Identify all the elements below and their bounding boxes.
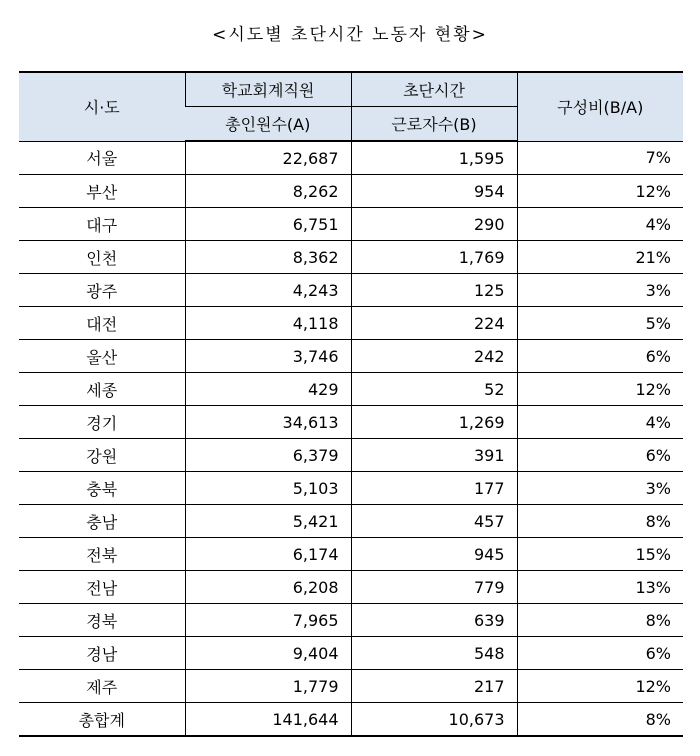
cell-ratio: 3% [517, 274, 683, 307]
cell-region: 강원 [19, 439, 185, 472]
cell-ratio: 8% [517, 703, 683, 737]
cell-ratio: 21% [517, 241, 683, 274]
cell-ratio: 3% [517, 472, 683, 505]
cell-region: 경기 [19, 406, 185, 439]
cell-region: 부산 [19, 175, 185, 208]
table-body [19, 141, 683, 736]
cell-short: 290 [351, 208, 517, 241]
cell-ratio: 4% [517, 208, 683, 241]
table-row [19, 604, 683, 637]
cell-ratio: 6% [517, 439, 683, 472]
header-region: 시·도 [19, 72, 185, 141]
cell-ratio: 6% [517, 340, 683, 373]
cell-ratio: 12% [517, 373, 683, 406]
cell-ratio: 13% [517, 571, 683, 604]
cell-ratio: 6% [517, 637, 683, 670]
cell-ratio: 8% [517, 604, 683, 637]
header-short-group: 초단시간 [351, 72, 517, 107]
cell-total: 7,965 [185, 604, 351, 637]
table-row [19, 703, 683, 737]
cell-ratio: 5% [517, 307, 683, 340]
cell-total: 8,362 [185, 241, 351, 274]
cell-total: 6,174 [185, 538, 351, 571]
cell-total: 6,379 [185, 439, 351, 472]
cell-ratio: 7% [517, 141, 683, 175]
cell-ratio: 4% [517, 406, 683, 439]
cell-region: 인천 [19, 241, 185, 274]
cell-short: 217 [351, 670, 517, 703]
cell-region: 충남 [19, 505, 185, 538]
cell-ratio: 12% [517, 175, 683, 208]
table-row [19, 208, 683, 241]
cell-short: 1,269 [351, 406, 517, 439]
cell-region: 전북 [19, 538, 185, 571]
cell-region: 경북 [19, 604, 185, 637]
cell-short: 954 [351, 175, 517, 208]
cell-region: 울산 [19, 340, 185, 373]
cell-region: 총합계 [19, 703, 185, 737]
cell-short: 224 [351, 307, 517, 340]
table-row [19, 274, 683, 307]
cell-ratio: 15% [517, 538, 683, 571]
cell-short: 177 [351, 472, 517, 505]
cell-total: 3,746 [185, 340, 351, 373]
table-row [19, 439, 683, 472]
cell-region: 대구 [19, 208, 185, 241]
cell-short: 457 [351, 505, 517, 538]
header-staff-group: 학교회계직원 [185, 72, 351, 107]
table-row [19, 406, 683, 439]
table-row [19, 340, 683, 373]
cell-total: 22,687 [185, 141, 351, 175]
table-row [19, 141, 683, 175]
cell-total: 6,751 [185, 208, 351, 241]
table-row [19, 373, 683, 406]
cell-total: 4,118 [185, 307, 351, 340]
table-row [19, 571, 683, 604]
page-title: <시도별 초단시간 노동자 현황> [212, 25, 488, 45]
cell-total: 8,262 [185, 175, 351, 208]
cell-total: 34,613 [185, 406, 351, 439]
cell-short: 779 [351, 571, 517, 604]
cell-total: 9,404 [185, 637, 351, 670]
header-short-count: 근로자수(B) [351, 107, 517, 142]
table-row [19, 505, 683, 538]
cell-short: 52 [351, 373, 517, 406]
cell-total: 4,243 [185, 274, 351, 307]
cell-short: 242 [351, 340, 517, 373]
cell-short: 1,595 [351, 141, 517, 175]
cell-total: 5,103 [185, 472, 351, 505]
table-row [19, 670, 683, 703]
table-row [19, 472, 683, 505]
cell-region: 대전 [19, 307, 185, 340]
cell-short: 10,673 [351, 703, 517, 737]
cell-short: 639 [351, 604, 517, 637]
header-total-count: 총인원수(A) [185, 107, 351, 142]
cell-region: 충북 [19, 472, 185, 505]
cell-total: 429 [185, 373, 351, 406]
cell-region: 전남 [19, 571, 185, 604]
cell-total: 141,644 [185, 703, 351, 737]
cell-ratio: 8% [517, 505, 683, 538]
cell-region: 서울 [19, 141, 185, 175]
region-table [19, 71, 683, 737]
table-row [19, 637, 683, 670]
table-row [19, 175, 683, 208]
cell-ratio: 12% [517, 670, 683, 703]
cell-region: 광주 [19, 274, 185, 307]
cell-short: 548 [351, 637, 517, 670]
cell-total: 6,208 [185, 571, 351, 604]
table-row [19, 538, 683, 571]
cell-short: 945 [351, 538, 517, 571]
cell-region: 세종 [19, 373, 185, 406]
cell-short: 391 [351, 439, 517, 472]
cell-short: 1,769 [351, 241, 517, 274]
cell-region: 경남 [19, 637, 185, 670]
cell-region: 제주 [19, 670, 185, 703]
cell-short: 125 [351, 274, 517, 307]
table-row [19, 307, 683, 340]
table-row [19, 241, 683, 274]
cell-total: 1,779 [185, 670, 351, 703]
cell-total: 5,421 [185, 505, 351, 538]
header-ratio: 구성비(B/A) [517, 72, 683, 141]
